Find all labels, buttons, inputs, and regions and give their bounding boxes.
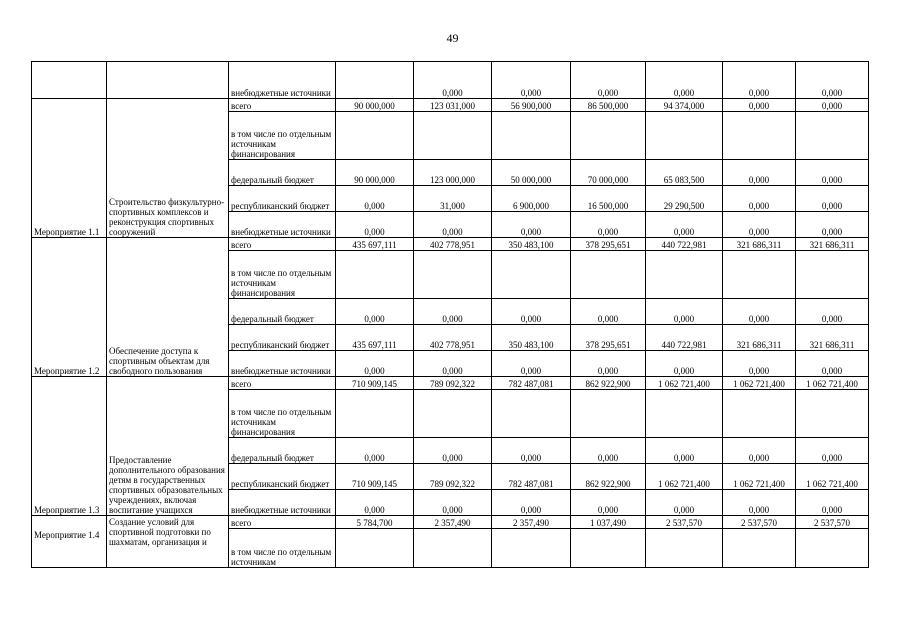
value-cell: 0,000: [414, 351, 492, 377]
value-cell: 1 037,490: [571, 516, 646, 529]
source-cell: федеральный бюджет: [229, 299, 336, 325]
measure-label: Мероприятие 1.3: [32, 377, 107, 516]
source-cell: внебюджетные источники: [229, 62, 336, 99]
value-cell: 862 922,900: [571, 464, 646, 490]
value-cell: 0,000: [492, 299, 571, 325]
source-cell: всего: [229, 99, 336, 112]
value-cell: [414, 529, 492, 568]
source-cell: всего: [229, 377, 336, 390]
value-cell: 0,000: [571, 438, 646, 464]
value-cell: 1 062 721,400: [796, 464, 869, 490]
value-cell: [796, 251, 869, 299]
source-cell: всего: [229, 238, 336, 251]
value-cell: [571, 529, 646, 568]
value-cell: [336, 62, 414, 99]
table-row: [32, 99, 869, 112]
value-cell: 0,000: [796, 212, 869, 238]
value-cell: 440 722,981: [646, 325, 723, 351]
source-cell: республиканский бюджет: [229, 464, 336, 490]
value-cell: 321 686,311: [796, 238, 869, 251]
value-cell: 862 922,900: [571, 377, 646, 390]
value-cell: 0,000: [336, 351, 414, 377]
value-cell: 378 295,651: [571, 325, 646, 351]
budget-table: [31, 61, 869, 568]
value-cell: 350 483,100: [492, 238, 571, 251]
value-cell: 0,000: [492, 62, 571, 99]
value-cell: 0,000: [723, 62, 796, 99]
value-cell: 2 537,570: [723, 516, 796, 529]
value-cell: 0,000: [646, 299, 723, 325]
value-cell: 789 092,322: [414, 377, 492, 390]
value-cell: 0,000: [723, 99, 796, 112]
value-cell: [646, 529, 723, 568]
value-cell: 0,000: [414, 212, 492, 238]
value-cell: 0,000: [723, 160, 796, 186]
value-cell: 0,000: [723, 438, 796, 464]
value-cell: [336, 390, 414, 438]
value-cell: [492, 112, 571, 160]
value-cell: 56 900,000: [492, 99, 571, 112]
source-cell: республиканский бюджет: [229, 186, 336, 212]
value-cell: 31,000: [414, 186, 492, 212]
value-cell: 435 697,111: [336, 325, 414, 351]
value-cell: 29 290,500: [646, 186, 723, 212]
value-cell: 321 686,311: [723, 238, 796, 251]
measure-label: Мероприятие 1.1: [32, 99, 107, 238]
value-cell: 86 500,000: [571, 99, 646, 112]
value-cell: 0,000: [796, 186, 869, 212]
value-cell: 0,000: [646, 62, 723, 99]
value-cell: 1 062 721,400: [723, 377, 796, 390]
value-cell: 1 062 721,400: [646, 377, 723, 390]
source-cell: всего: [229, 516, 336, 529]
source-cell: в том числе по отдельным источникам: [229, 529, 336, 568]
value-cell: 440 722,981: [646, 238, 723, 251]
value-cell: [723, 529, 796, 568]
value-cell: 1 062 721,400: [796, 377, 869, 390]
value-cell: [796, 529, 869, 568]
value-cell: 0,000: [796, 438, 869, 464]
value-cell: 321 686,311: [796, 325, 869, 351]
value-cell: 1 062 721,400: [723, 464, 796, 490]
value-cell: [571, 390, 646, 438]
measure-cell: [32, 62, 107, 99]
value-cell: 378 295,651: [571, 238, 646, 251]
value-cell: 2 357,490: [492, 516, 571, 529]
measure-label: Мероприятие 1.2: [32, 238, 107, 377]
value-cell: 350 483,100: [492, 325, 571, 351]
value-cell: 2 357,490: [414, 516, 492, 529]
source-cell: внебюджетные источники: [229, 212, 336, 238]
value-cell: 0,000: [571, 299, 646, 325]
source-cell: в том числе по отдельным источникам финансирования: [229, 390, 336, 438]
value-cell: [796, 112, 869, 160]
table-row: [32, 516, 869, 529]
value-cell: 65 083,500: [646, 160, 723, 186]
value-cell: [796, 390, 869, 438]
table-row: [32, 238, 869, 251]
value-cell: [723, 112, 796, 160]
value-cell: 0,000: [336, 212, 414, 238]
value-cell: 50 000,000: [492, 160, 571, 186]
value-cell: [336, 529, 414, 568]
value-cell: 0,000: [646, 438, 723, 464]
value-cell: 402 778,951: [414, 325, 492, 351]
value-cell: 1 062 721,400: [646, 464, 723, 490]
value-cell: [336, 112, 414, 160]
value-cell: 789 092,322: [414, 464, 492, 490]
value-cell: 6 900,000: [492, 186, 571, 212]
value-cell: [336, 251, 414, 299]
value-cell: 16 500,000: [571, 186, 646, 212]
measure-name-cell: [107, 62, 229, 99]
value-cell: 0,000: [492, 212, 571, 238]
value-cell: 2 537,570: [646, 516, 723, 529]
value-cell: 402 778,951: [414, 238, 492, 251]
value-cell: 0,000: [796, 160, 869, 186]
source-cell: федеральный бюджет: [229, 438, 336, 464]
value-cell: [646, 251, 723, 299]
value-cell: 710 909,145: [336, 377, 414, 390]
value-cell: 435 697,111: [336, 238, 414, 251]
value-cell: [414, 112, 492, 160]
value-cell: 0,000: [646, 212, 723, 238]
value-cell: 0,000: [723, 490, 796, 516]
value-cell: 123 031,000: [414, 99, 492, 112]
page-number: 49: [446, 31, 459, 45]
value-cell: 0,000: [796, 62, 869, 99]
source-cell: внебюджетные источники: [229, 490, 336, 516]
source-cell: внебюджетные источники: [229, 351, 336, 377]
value-cell: 0,000: [336, 299, 414, 325]
value-cell: [646, 112, 723, 160]
value-cell: 0,000: [646, 351, 723, 377]
value-cell: 0,000: [414, 299, 492, 325]
value-cell: [571, 251, 646, 299]
value-cell: 5 784,700: [336, 516, 414, 529]
value-cell: [414, 390, 492, 438]
value-cell: [723, 251, 796, 299]
value-cell: 782 487,081: [492, 464, 571, 490]
source-cell: федеральный бюджет: [229, 160, 336, 186]
value-cell: 0,000: [492, 351, 571, 377]
value-cell: 0,000: [796, 490, 869, 516]
value-cell: 123 000,000: [414, 160, 492, 186]
value-cell: 0,000: [414, 490, 492, 516]
measure-name: Создание условий для спортивной подготовки по шахматам, организация и: [107, 516, 229, 568]
value-cell: 0,000: [646, 490, 723, 516]
measure-label: Мероприятие 1.4: [32, 516, 107, 568]
value-cell: 0,000: [336, 186, 414, 212]
table-row: [32, 377, 869, 390]
value-cell: [492, 390, 571, 438]
value-cell: 0,000: [723, 351, 796, 377]
value-cell: 0,000: [796, 299, 869, 325]
value-cell: 782 487,081: [492, 377, 571, 390]
source-cell: республиканский бюджет: [229, 325, 336, 351]
value-cell: 94 374,000: [646, 99, 723, 112]
value-cell: 90 000,000: [336, 99, 414, 112]
value-cell: 0,000: [571, 351, 646, 377]
table-row: [32, 62, 869, 99]
value-cell: 0,000: [723, 212, 796, 238]
value-cell: 0,000: [414, 62, 492, 99]
value-cell: [723, 390, 796, 438]
value-cell: 0,000: [414, 438, 492, 464]
value-cell: 0,000: [336, 490, 414, 516]
value-cell: 0,000: [723, 186, 796, 212]
value-cell: [414, 251, 492, 299]
value-cell: 0,000: [571, 62, 646, 99]
value-cell: 0,000: [796, 351, 869, 377]
source-cell: в том числе по отдельным источникам финансирования: [229, 251, 336, 299]
value-cell: 0,000: [571, 212, 646, 238]
value-cell: 321 686,311: [723, 325, 796, 351]
measure-name: Обеспечение доступа к спортивным объектам для свободного пользования: [107, 238, 229, 377]
value-cell: 0,000: [571, 490, 646, 516]
measure-name: Строительство физкультурно-спортивных комплексов и реконструкция спортивных сооружений: [107, 99, 229, 238]
value-cell: 0,000: [492, 438, 571, 464]
source-cell: в том числе по отдельным источникам финансирования: [229, 112, 336, 160]
value-cell: 90 000,000: [336, 160, 414, 186]
value-cell: 0,000: [796, 99, 869, 112]
value-cell: [646, 390, 723, 438]
value-cell: 0,000: [336, 438, 414, 464]
value-cell: 0,000: [492, 490, 571, 516]
measure-name: Предоставление дополнительного образования детям в государственных спортивных образовательных учреждениях, включая воспитание учащихся: [107, 377, 229, 516]
value-cell: [571, 112, 646, 160]
value-cell: 0,000: [723, 299, 796, 325]
value-cell: 70 000,000: [571, 160, 646, 186]
value-cell: [492, 251, 571, 299]
value-cell: 2 537,570: [796, 516, 869, 529]
value-cell: 710 909,145: [336, 464, 414, 490]
value-cell: [492, 529, 571, 568]
